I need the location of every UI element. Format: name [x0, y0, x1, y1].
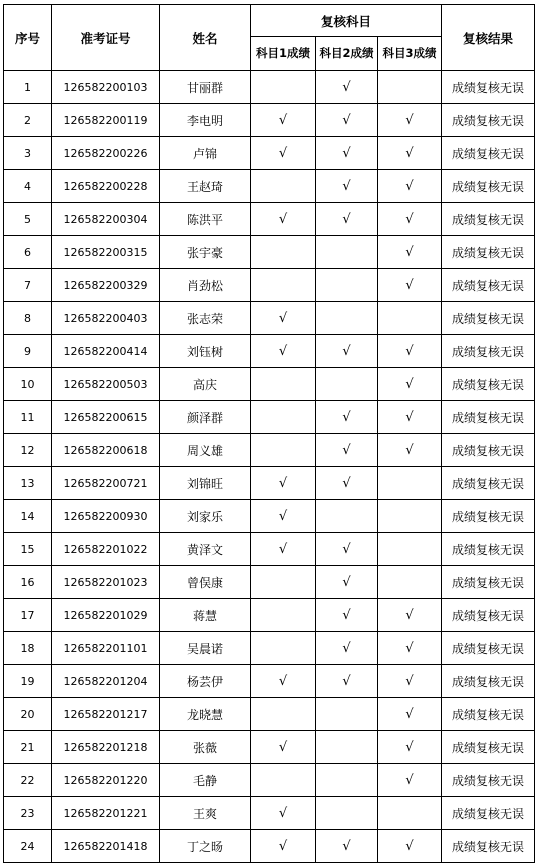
- header-exam-no: 准考证号: [52, 5, 160, 71]
- result-cell: 成绩复核无误: [442, 632, 535, 665]
- table-row: [4, 401, 535, 434]
- subject3-check-cell: [378, 797, 442, 830]
- subject1-check-cell: [251, 599, 316, 632]
- seq-cell: 10: [4, 368, 52, 401]
- subject2-check-cell: [316, 269, 378, 302]
- seq-cell: 17: [4, 599, 52, 632]
- seq-cell: 7: [4, 269, 52, 302]
- subject1-check-cell: √: [251, 137, 316, 170]
- result-cell: 成绩复核无误: [442, 236, 535, 269]
- exam-no-cell: 126582200103: [52, 71, 160, 104]
- name-cell: 丁之旸: [160, 830, 251, 863]
- name-cell: 张薇: [160, 731, 251, 764]
- subject3-check-cell: [378, 533, 442, 566]
- subject3-check-cell: [378, 71, 442, 104]
- subject1-check-cell: √: [251, 731, 316, 764]
- name-cell: 曾俣康: [160, 566, 251, 599]
- exam-no-cell: 126582201220: [52, 764, 160, 797]
- table-row: [4, 764, 535, 797]
- exam-no-cell: 126582201204: [52, 665, 160, 698]
- subject3-check-cell: √: [378, 632, 442, 665]
- result-cell: 成绩复核无误: [442, 401, 535, 434]
- table-row: [4, 368, 535, 401]
- subject1-check-cell: √: [251, 830, 316, 863]
- seq-cell: 11: [4, 401, 52, 434]
- name-cell: 吴晨诺: [160, 632, 251, 665]
- table-row: [4, 302, 535, 335]
- subject1-check-cell: √: [251, 500, 316, 533]
- subject3-check-cell: √: [378, 104, 442, 137]
- table-row: [4, 599, 535, 632]
- seq-cell: 19: [4, 665, 52, 698]
- result-cell: 成绩复核无误: [442, 665, 535, 698]
- table-row: [4, 566, 535, 599]
- result-cell: 成绩复核无误: [442, 797, 535, 830]
- subject2-check-cell: √: [316, 434, 378, 467]
- subject3-check-cell: √: [378, 665, 442, 698]
- name-cell: 王赵琦: [160, 170, 251, 203]
- table-row: [4, 71, 535, 104]
- header-name: 姓名: [160, 5, 251, 71]
- name-cell: 刘钰树: [160, 335, 251, 368]
- result-cell: 成绩复核无误: [442, 71, 535, 104]
- seq-cell: 9: [4, 335, 52, 368]
- header-seq: 序号: [4, 5, 52, 71]
- table-body: [4, 71, 535, 863]
- subject1-check-cell: √: [251, 797, 316, 830]
- header-subject2: 科目2成绩: [316, 37, 378, 71]
- name-cell: 龙晓慧: [160, 698, 251, 731]
- result-cell: 成绩复核无误: [442, 764, 535, 797]
- subject3-check-cell: √: [378, 236, 442, 269]
- subject2-check-cell: √: [316, 170, 378, 203]
- exam-no-cell: 126582200414: [52, 335, 160, 368]
- table-row: [4, 236, 535, 269]
- seq-cell: 6: [4, 236, 52, 269]
- subject2-check-cell: [316, 731, 378, 764]
- name-cell: 刘家乐: [160, 500, 251, 533]
- subject1-check-cell: [251, 269, 316, 302]
- seq-cell: 20: [4, 698, 52, 731]
- exam-no-cell: 126582200226: [52, 137, 160, 170]
- result-cell: 成绩复核无误: [442, 269, 535, 302]
- subject3-check-cell: √: [378, 269, 442, 302]
- exam-no-cell: 126582201217: [52, 698, 160, 731]
- table-row: [4, 269, 535, 302]
- name-cell: 张宇豪: [160, 236, 251, 269]
- subject1-check-cell: [251, 434, 316, 467]
- subject2-check-cell: √: [316, 203, 378, 236]
- seq-cell: 12: [4, 434, 52, 467]
- subject2-check-cell: [316, 764, 378, 797]
- exam-no-cell: 126582201101: [52, 632, 160, 665]
- subject2-check-cell: [316, 698, 378, 731]
- exam-no-cell: 126582200721: [52, 467, 160, 500]
- name-cell: 颜泽群: [160, 401, 251, 434]
- name-cell: 刘锦旺: [160, 467, 251, 500]
- subject3-check-cell: [378, 467, 442, 500]
- name-cell: 卢锦: [160, 137, 251, 170]
- subject2-check-cell: √: [316, 467, 378, 500]
- subject2-check-cell: √: [316, 137, 378, 170]
- name-cell: 毛静: [160, 764, 251, 797]
- subject3-check-cell: √: [378, 170, 442, 203]
- table-row: [4, 698, 535, 731]
- subject1-check-cell: [251, 566, 316, 599]
- subject2-check-cell: [316, 302, 378, 335]
- exam-no-cell: 126582200403: [52, 302, 160, 335]
- name-cell: 张志荣: [160, 302, 251, 335]
- subject2-check-cell: √: [316, 335, 378, 368]
- exam-no-cell: 126582201023: [52, 566, 160, 599]
- result-cell: 成绩复核无误: [442, 698, 535, 731]
- subject1-check-cell: [251, 764, 316, 797]
- subject1-check-cell: √: [251, 665, 316, 698]
- subject2-check-cell: [316, 797, 378, 830]
- exam-no-cell: 126582200615: [52, 401, 160, 434]
- result-cell: 成绩复核无误: [442, 137, 535, 170]
- table-row: [4, 434, 535, 467]
- seq-cell: 18: [4, 632, 52, 665]
- seq-cell: 21: [4, 731, 52, 764]
- result-cell: 成绩复核无误: [442, 368, 535, 401]
- result-cell: 成绩复核无误: [442, 599, 535, 632]
- seq-cell: 23: [4, 797, 52, 830]
- name-cell: 甘丽群: [160, 71, 251, 104]
- header-subject3: 科目3成绩: [378, 37, 442, 71]
- seq-cell: 22: [4, 764, 52, 797]
- seq-cell: 15: [4, 533, 52, 566]
- score-review-table: [3, 4, 535, 863]
- result-cell: 成绩复核无误: [442, 533, 535, 566]
- exam-no-cell: 126582200503: [52, 368, 160, 401]
- exam-no-cell: 126582200329: [52, 269, 160, 302]
- exam-no-cell: 126582200930: [52, 500, 160, 533]
- exam-no-cell: 126582200618: [52, 434, 160, 467]
- result-cell: 成绩复核无误: [442, 302, 535, 335]
- subject1-check-cell: √: [251, 467, 316, 500]
- table-row: [4, 797, 535, 830]
- result-cell: 成绩复核无误: [442, 335, 535, 368]
- subject1-check-cell: √: [251, 335, 316, 368]
- subject3-check-cell: √: [378, 137, 442, 170]
- result-cell: 成绩复核无误: [442, 104, 535, 137]
- subject3-check-cell: √: [378, 764, 442, 797]
- subject1-check-cell: √: [251, 203, 316, 236]
- table-row: [4, 104, 535, 137]
- seq-cell: 8: [4, 302, 52, 335]
- exam-no-cell: 126582201418: [52, 830, 160, 863]
- subject2-check-cell: [316, 368, 378, 401]
- subject2-check-cell: √: [316, 71, 378, 104]
- subject3-check-cell: √: [378, 335, 442, 368]
- name-cell: 王爽: [160, 797, 251, 830]
- subject2-check-cell: √: [316, 599, 378, 632]
- name-cell: 杨芸伊: [160, 665, 251, 698]
- subject2-check-cell: √: [316, 830, 378, 863]
- seq-cell: 3: [4, 137, 52, 170]
- name-cell: 高庆: [160, 368, 251, 401]
- subject3-check-cell: √: [378, 401, 442, 434]
- result-cell: 成绩复核无误: [442, 500, 535, 533]
- subject1-check-cell: √: [251, 533, 316, 566]
- seq-cell: 24: [4, 830, 52, 863]
- result-cell: 成绩复核无误: [442, 830, 535, 863]
- name-cell: 李电明: [160, 104, 251, 137]
- exam-no-cell: 126582200304: [52, 203, 160, 236]
- table-row: [4, 467, 535, 500]
- result-cell: 成绩复核无误: [442, 731, 535, 764]
- seq-cell: 4: [4, 170, 52, 203]
- result-cell: 成绩复核无误: [442, 203, 535, 236]
- subject2-check-cell: [316, 500, 378, 533]
- subject1-check-cell: [251, 368, 316, 401]
- exam-no-cell: 126582201221: [52, 797, 160, 830]
- subject1-check-cell: [251, 632, 316, 665]
- table-row: [4, 203, 535, 236]
- subject3-check-cell: [378, 500, 442, 533]
- subject1-check-cell: [251, 698, 316, 731]
- header-result: 复核结果: [442, 5, 535, 71]
- subject2-check-cell: √: [316, 533, 378, 566]
- subject3-check-cell: √: [378, 599, 442, 632]
- table-row: [4, 137, 535, 170]
- table-row: [4, 632, 535, 665]
- subject3-check-cell: √: [378, 830, 442, 863]
- seq-cell: 13: [4, 467, 52, 500]
- seq-cell: 16: [4, 566, 52, 599]
- subject3-check-cell: [378, 302, 442, 335]
- table-row: [4, 500, 535, 533]
- exam-no-cell: 126582200228: [52, 170, 160, 203]
- subject1-check-cell: [251, 401, 316, 434]
- subject2-check-cell: √: [316, 104, 378, 137]
- seq-cell: 14: [4, 500, 52, 533]
- subject3-check-cell: √: [378, 368, 442, 401]
- exam-no-cell: 126582200315: [52, 236, 160, 269]
- table-row: [4, 170, 535, 203]
- result-cell: 成绩复核无误: [442, 467, 535, 500]
- table-row: [4, 830, 535, 863]
- subject2-check-cell: √: [316, 401, 378, 434]
- result-cell: 成绩复核无误: [442, 434, 535, 467]
- exam-no-cell: 126582200119: [52, 104, 160, 137]
- seq-cell: 1: [4, 71, 52, 104]
- name-cell: 蒋慧: [160, 599, 251, 632]
- name-cell: 陈洪平: [160, 203, 251, 236]
- subject2-check-cell: √: [316, 566, 378, 599]
- table-row: [4, 731, 535, 764]
- table-row: [4, 335, 535, 368]
- exam-no-cell: 126582201029: [52, 599, 160, 632]
- header-subject1: 科目1成绩: [251, 37, 316, 71]
- subject3-check-cell: √: [378, 434, 442, 467]
- subject1-check-cell: [251, 71, 316, 104]
- subject1-check-cell: [251, 236, 316, 269]
- name-cell: 肖劲松: [160, 269, 251, 302]
- subject3-check-cell: √: [378, 698, 442, 731]
- result-cell: 成绩复核无误: [442, 170, 535, 203]
- seq-cell: 5: [4, 203, 52, 236]
- subject3-check-cell: √: [378, 731, 442, 764]
- exam-no-cell: 126582201218: [52, 731, 160, 764]
- header-subjects-group: 复核科目: [251, 5, 442, 37]
- subject2-check-cell: √: [316, 632, 378, 665]
- table-row: [4, 533, 535, 566]
- name-cell: 周义雄: [160, 434, 251, 467]
- subject2-check-cell: [316, 236, 378, 269]
- seq-cell: 2: [4, 104, 52, 137]
- subject1-check-cell: √: [251, 104, 316, 137]
- subject1-check-cell: [251, 170, 316, 203]
- table-row: [4, 665, 535, 698]
- subject2-check-cell: √: [316, 665, 378, 698]
- subject1-check-cell: √: [251, 302, 316, 335]
- subject3-check-cell: [378, 566, 442, 599]
- name-cell: 黄泽文: [160, 533, 251, 566]
- subject3-check-cell: √: [378, 203, 442, 236]
- exam-no-cell: 126582201022: [52, 533, 160, 566]
- result-cell: 成绩复核无误: [442, 566, 535, 599]
